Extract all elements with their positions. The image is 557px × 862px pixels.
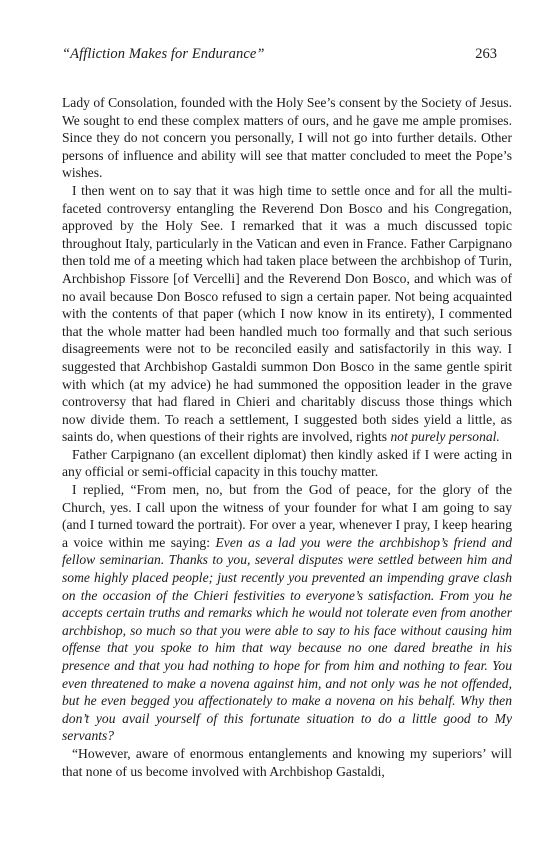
paragraph bbox=[62, 745, 512, 780]
italic-text: not purely personal. bbox=[390, 429, 500, 445]
paragraph bbox=[62, 182, 512, 446]
paragraph bbox=[62, 481, 512, 745]
text-run: I then went on to say that it was high time to settle once and for all the multi-faceted controversy entangling the Reverend Don Bosco and his Congregation, approved by the Holy See. I remarked that it was a much discussed topic throughout Italy, particularly in the Vatican and even in France. Father Carpignano then told me of a meeting which had taken place between the archbishop of Turin, Archbishop Fissore [of Vercelli] and the Reverend Don Bosco, and which was of no avail because Don Bosco refused to sign a certain paper. Not being acquainted with the contents of that paper (which I now know in its entirety), I commented that the whole matter had been handled much too formally and that such serious disagreements were not to be reconciled easily and satisfactorily in this way. I suggested that Archbishop Gastaldi summon Don Bosco in the same gentle spirit with which (at my advice) he had summoned the opposition leader in the grave controversy that had flared in Chieri and charitably discuss those things which now divide them. To reach a settlement, I suggested both sides yield a little, as saints do, when questions of their rights are involved, rights bbox=[62, 182, 512, 445]
italic-text: Even as a lad you were the archbishop’s friend and fellow seminarian. Thanks to you, several disputes were settled between him and some highly placed people; just recently you prevented an impending grave clash on the occasion of the Chieri festivities to everyone’s satisfaction. From you he accepts certain truths and remarks which he would not tolerate even from another archbishop, so much so that you were able to say to his face without causing him offense that you spoke to him that way because no one dared breathe in his presence and that you had nothing to hope for from him and nothing to fear. You even threatened to make a novena against him, and not only was he not offended, but he even begged you affectionately to make a novena on his behalf. Why then don’t you avail yourself of this fortunate situation to do a little good to My servants? bbox=[62, 534, 512, 744]
page-number: 263 bbox=[475, 46, 497, 62]
text-run: Father Carpignano (an excellent diplomat) then kindly asked if I were acting in any official or semi-official capacity in this touchy matter. bbox=[62, 446, 512, 480]
body-text bbox=[62, 94, 512, 780]
text-run: Lady of Consolation, founded with the Holy See’s consent by the Society of Jesus. We sought to end these complex matters of ours, and he gave me ample promises. Since they do not concern you personally, I will not go into further details. Other persons of influence and ability will see that matter concluded to meet the Pope’s wishes. bbox=[62, 95, 512, 181]
chapter-title: “Affliction Makes for Endurance” bbox=[62, 46, 265, 62]
text-run: I replied, “From men, no, but from the God of peace, for the glory of the Church, yes. I call upon the witness of your founder for what I am going to say (and I turned toward the portrait). For over a year, whenever I pray, I keep hearing a voice within me saying: bbox=[62, 482, 512, 550]
paragraph bbox=[62, 446, 512, 481]
running-head bbox=[62, 46, 497, 68]
paragraph bbox=[62, 94, 512, 182]
text-run: “However, aware of enormous entanglements and knowing my superiors’ will that none of us become involved with Archbishop Gastaldi, bbox=[62, 745, 512, 779]
